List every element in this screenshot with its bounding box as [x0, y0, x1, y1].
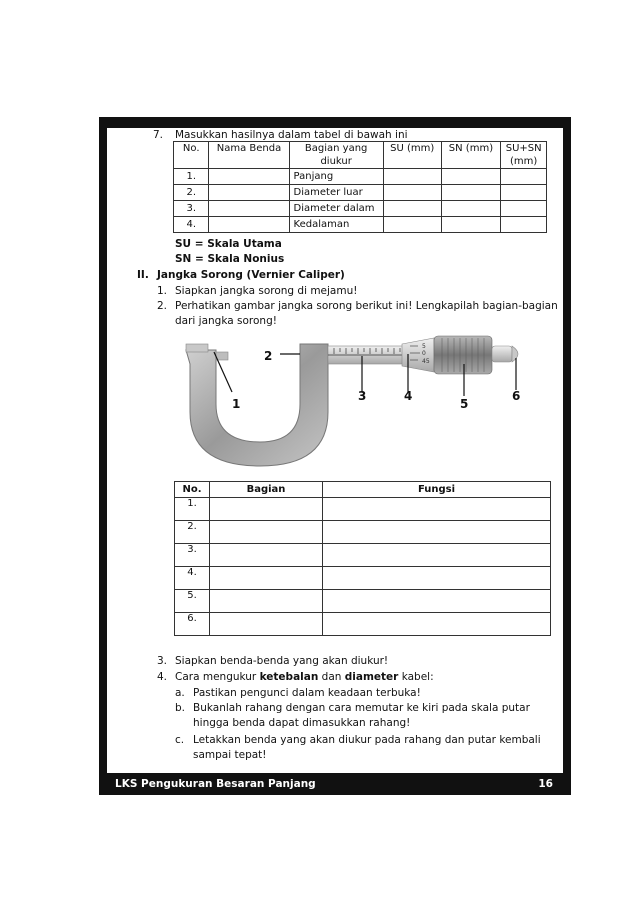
table-row: 5.	[175, 590, 551, 613]
label-5: 5	[460, 397, 469, 411]
table-row: 4.	[175, 567, 551, 590]
table-row: 2. Diameter luar	[174, 185, 547, 201]
label-4: 4	[404, 389, 413, 403]
sub-b-text-cont: hingga benda dapat dimasukkan rahang!	[193, 717, 411, 729]
label-6: 6	[512, 389, 521, 403]
measurement-table-header	[174, 142, 547, 169]
legend-sn: SN = Skala Nonius	[175, 253, 285, 265]
col-no: No.	[175, 482, 210, 498]
step-3-number: 3.	[157, 655, 168, 667]
step-3-text: Siapkan benda-benda yang akan diukur!	[175, 655, 389, 667]
label-3: 3	[358, 389, 367, 403]
page-number: 16	[538, 778, 553, 790]
step-1-text: Siapkan jangka sorong di mejamu!	[175, 285, 358, 297]
table-row: 1. Panjang	[174, 169, 547, 185]
table-row: 6.	[175, 613, 551, 636]
step-1-number: 1.	[157, 285, 168, 297]
col-sn: SN (mm)	[441, 142, 501, 169]
sub-c-text-cont: sampai tepat!	[193, 749, 267, 761]
page-footer	[107, 776, 563, 792]
section-2-number: II.	[137, 269, 149, 281]
parts-table-header	[175, 482, 551, 498]
col-su-sn: SU+SN (mm)	[501, 142, 547, 169]
table-row: 1.	[175, 498, 551, 521]
col-nama-benda: Nama Benda	[209, 142, 289, 169]
sub-b-number: b.	[175, 702, 186, 714]
col-su: SU (mm)	[383, 142, 441, 169]
table-row: 2.	[175, 521, 551, 544]
step-2-number: 2.	[157, 300, 168, 312]
label-1: 1	[232, 397, 241, 411]
item-7-text: Masukkan hasilnya dalam tabel di bawah ini	[175, 129, 408, 141]
caliper-frame	[186, 344, 328, 466]
table-row: 3. Diameter dalam	[174, 201, 547, 217]
section-2-title: Jangka Sorong (Vernier Caliper)	[157, 269, 345, 281]
sub-a-text: Pastikan pengunci dalam keadaan terbuka!	[193, 687, 421, 699]
caliper-diagram	[172, 334, 538, 470]
sub-c-text: Letakkan benda yang akan diukur pada rahang dan putar kembali	[193, 734, 541, 746]
col-bagian: Bagian yang diukur	[289, 142, 383, 169]
thimble-mark-45: 45	[422, 358, 430, 365]
step-2-text-cont: dari jangka sorong!	[175, 315, 277, 327]
thimble-mark-0: 0	[422, 350, 426, 357]
legend-su: SU = Skala Utama	[175, 238, 282, 250]
ratchet-knob	[434, 336, 492, 374]
step-4-text: Cara mengukur ketebalan dan diameter kabel:	[175, 671, 434, 683]
step-2-text: Perhatikan gambar jangka sorong berikut ini! Lengkapilah bagian-bagian	[175, 300, 558, 312]
thimble-mark-5: 5	[422, 343, 426, 350]
label-2: 2	[264, 349, 273, 363]
thimble-scale	[402, 338, 434, 372]
sub-c-number: c.	[175, 734, 185, 746]
anvil	[216, 352, 228, 360]
col-bagian: Bagian	[210, 482, 323, 498]
col-fungsi: Fungsi	[323, 482, 551, 498]
end-cap	[492, 346, 512, 362]
footer-title: LKS Pengukuran Besaran Panjang	[115, 778, 316, 790]
col-no: No.	[174, 142, 209, 169]
table-row: 3.	[175, 544, 551, 567]
measurement-table	[173, 141, 547, 233]
item-7-number: 7.	[153, 129, 164, 141]
parts-function-table	[174, 481, 551, 636]
table-row: 4. Kedalaman	[174, 217, 547, 233]
sub-b-text: Bukanlah rahang dengan cara memutar ke kiri pada skala putar	[193, 702, 530, 714]
sub-a-number: a.	[175, 687, 185, 699]
step-4-number: 4.	[157, 671, 168, 683]
